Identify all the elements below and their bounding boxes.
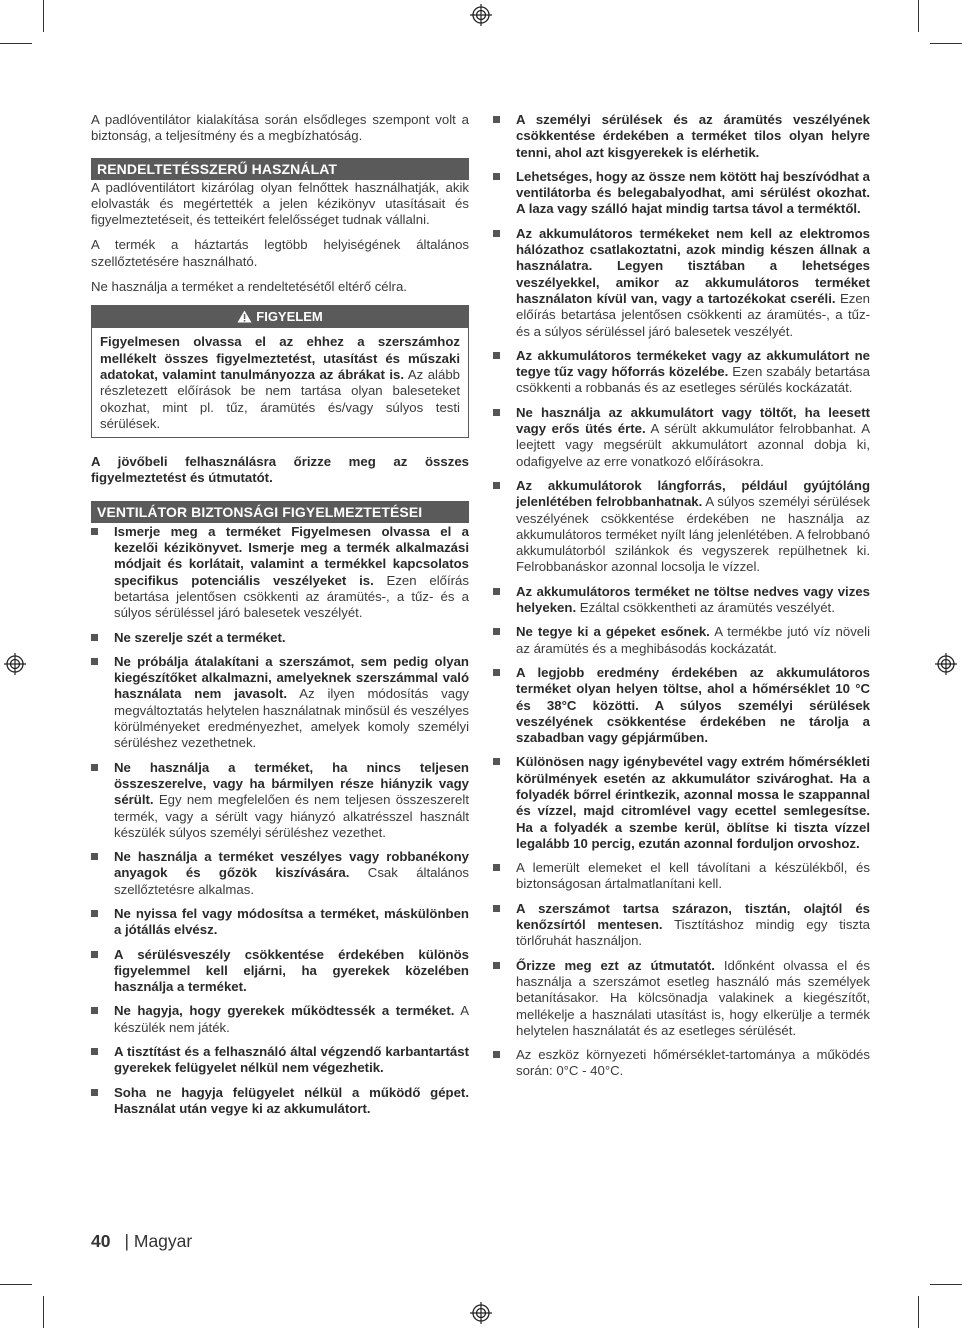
list-item: Ne nyissa fel vagy módosítsa a terméket, máskülönben a jótállás elvész.	[91, 906, 469, 939]
list-item: Különösen nagy igénybevétel vagy extrém hőmérsékleti körülmények esetén az akkumulátor szivároghat. Ha a folyadék bőrrel érintkezik, azonnal mossa le szappannal és vízzel, majd citromlével vagy ecettel semlegesítse. Ha a folyadék a szembe kerül, öblítse ki tiszta vízzel legalább 10 percig, ezután azonnal forduljon orvoshoz.	[493, 754, 870, 852]
footer-language: | Magyar	[124, 1231, 193, 1251]
keep-instructions	[91, 454, 469, 487]
list-item: Ne szerelje szét a terméket.	[91, 630, 469, 646]
keep-instructions-text: A jövőbeli felhasználásra őrizze meg az összes figyelmeztetést és útmutatót.	[91, 454, 469, 486]
registration-mark-icon	[4, 653, 26, 675]
right-column	[493, 112, 870, 1088]
crop-mark	[43, 1296, 44, 1328]
registration-mark-icon	[935, 653, 957, 675]
list-item: A sérülésveszély csökkentése érdekében különös figyelemmel kell eljárni, ha gyerekek közelében használja a terméket.	[91, 947, 469, 996]
crop-mark	[0, 1284, 32, 1285]
list-item: Ismerje meg a terméket Figyelmesen olvassa el a kezelői kézikönyvet. Ismerje meg a termék alkalmazási módjait és korlátait, valamint a termékkel kapcsolatos specifikus potenciális veszélyeket is. Ezen előírás betartása jelentősen csökkenti az áramütés-, a tűz- és a súlyos sérüléssel járó balesetek veszélyét.	[91, 524, 469, 622]
list-item: A tisztítást és a felhasználó által végzendő karbantartást gyerekek felügyelet nélkül nem végezhetik.	[91, 1044, 469, 1077]
intended-use-paragraph: A termék a háztartás legtöbb helyiségének általános szellőztetésére használható.	[91, 237, 469, 269]
list-item: Soha ne hagyja felügyelet nélkül a működő gépet. Használat után vegye ki az akkumulátort.	[91, 1085, 469, 1118]
list-item: Lehetséges, hogy az össze nem kötött haj beszívódhat a ventilátorba és belegabalyodhat, ami sérülést okozhat. A laza vagy szálló hajat mindig tartsa távol a terméktől.	[493, 169, 870, 218]
list-item: Ne próbálja átalakítani a szerszámot, sem pedig olyan kiegészítőket alkalmazni, amelyeknek szerszámmal való használata nem javasolt. Az ilyen módosítás vagy megváltoztatás helytelen használatnak minősül és veszélyes körülményeket eredményezhet, amelyek komoly személyi sérüléshez vezethetnek.	[91, 654, 469, 752]
warning-bold-text: Figyelmesen olvassa el az ehhez a szerszámhoz mellékelt összes figyelmeztetést, utasítást és műszaki adatokat, valamint tanulmányozza az ábrákat is.	[100, 334, 460, 382]
page-number: 40	[91, 1231, 111, 1251]
warning-box	[91, 305, 469, 438]
list-item: A lemerült elemeket el kell távolítani a készülékből, és biztonságosan ártalmatlanítani kell.	[493, 860, 870, 893]
list-item: Ne használja az akkumulátort vagy töltőt, ha leesett vagy erős ütés érte. A sérült akkumulátor felrobbanhat. A leejtett vagy megsérült akkumulátort azonnal dobja ki, odafigyelve az erre vonatkozó előírásokra.	[493, 405, 870, 470]
list-item: A legjobb eredmény érdekében az akkumulátoros terméket olyan helyen töltse, ahol a hőmérséklet 10 °C és 38°C közötti. A súlyos személyi sérülések veszélyének csökkentése érdekében ne tárolja a szabadban vagy gépjárműben.	[493, 665, 870, 746]
registration-mark-icon	[470, 4, 492, 26]
warning-body	[92, 328, 468, 437]
warning-triangle-icon	[237, 310, 252, 323]
list-item: Őrizze meg ezt az útmutatót. Időnként olvassa el és használja a szerszámot esetleg használó más személyek betanításakor. Ha kölcsönadja valakinek a kiegészítőt, mellékelje a használati utasítást is, hogy elkerülje a termék helytelen használatát és az esetleges sérülését.	[493, 958, 870, 1039]
list-item: Az akkumulátoros termékeket vagy az akkumulátort ne tegye tűz vagy hőforrás közelébe. Ezen szabály betartása csökkenti a robbanás és az esetleges sérülés kockázatát.	[493, 348, 870, 397]
warning-title: FIGYELEM	[256, 309, 323, 325]
section-heading-fan-safety: VENTILÁTOR BIZTONSÁGI FIGYELMEZTETÉSEI	[91, 501, 469, 523]
list-item: Ne hagyja, hogy gyerekek működtessék a terméket. A készülék nem játék.	[91, 1003, 469, 1036]
intro-paragraph: A padlóventilátor kialakítása során elsődleges szempont volt a biztonság, a teljesítmény és a megbízhatóság.	[91, 112, 469, 144]
right-warning-list	[493, 112, 870, 1080]
list-item: Ne tegye ki a gépeket esőnek. A termékbe jutó víz növeli az áramütés és a meghibásodás kockázatát.	[493, 624, 870, 657]
page-footer	[91, 1231, 192, 1252]
crop-mark	[930, 1284, 962, 1285]
list-item: Az akkumulátoros terméket ne töltse nedves vagy vizes helyeken. Ezáltal csökkentheti az áramütés veszélyét.	[493, 584, 870, 617]
list-item: Az eszköz környezeti hőmérséklet-tartománya a működés során: 0°C - 40°C.	[493, 1047, 870, 1080]
list-item: A személyi sérülések és az áramütés veszélyének csökkentése érdekében a terméket tilos olyan helyre tenni, ahol azt kisgyerekek is elérhetik.	[493, 112, 870, 161]
crop-mark	[918, 1296, 919, 1328]
left-warning-list	[91, 524, 469, 1118]
list-item: Ne használja a terméket, ha nincs teljesen összeszerelve, vagy ha bármilyen része hiányzik vagy sérült. Egy nem megfelelően és nem teljesen összeszerelt termék, vagy a sérült vagy hiányzó alkatrésszel használt készülék súlyos személyi sérüléshez vezethet.	[91, 760, 469, 841]
warning-header	[92, 306, 468, 328]
intended-use-paragraph: Ne használja a terméket a rendeltetésétől eltérő célra.	[91, 279, 407, 295]
section-heading-intended-use: RENDELTETÉSSZERŰ HASZNÁLAT	[91, 158, 469, 180]
warning-text: Az alább részletezett előírások be nem tartása olyan baleseteket okozhat, mint pl. tűz, áramütés és/vagy súlyos testi sérülések.	[100, 366, 460, 431]
list-item: Ne használja a terméket veszélyes vagy robbanékony anyagok és gőzök kiszívására. Csak általános szellőztetésre alkalmas.	[91, 849, 469, 898]
crop-mark	[0, 43, 32, 44]
list-item: A szerszámot tartsa szárazon, tisztán, olajtól és kenőzsírtól mentesen. Tisztításhoz mindig egy tiszta törlőruhát használjon.	[493, 901, 870, 950]
list-item: Az akkumulátoros termékeket nem kell az elektromos hálózathoz csatlakoztatni, azok mindig készen állnak a használatra. Legyen tisztában a lehetséges veszélyekkel, amikor az akkumulátoros terméket használaton kívül van, vagy a tartozékokat cseréli. Ezen előírás betartása jelentősen csökkenti az áramütés-, a tűz- és a súlyos sérüléssel járó balesetek veszélyét.	[493, 226, 870, 340]
crop-mark	[930, 43, 962, 44]
registration-mark-icon	[470, 1302, 492, 1324]
left-column	[91, 112, 469, 1125]
crop-mark	[43, 0, 44, 32]
intended-use-paragraph: A padlóventilátort kizárólag olyan felnőttek használhatják, akik elolvasták és megértették a jelen kézikönyv utasításait és figyelmeztetéseit, és tetteikért felelősséget tudnak vállalni.	[91, 179, 469, 228]
crop-mark	[918, 0, 919, 32]
list-item: Az akkumulátorok lángforrás, például gyújtóláng jelenlétében felrobbanhatnak. A súlyos személyi sérülések veszélyének csökkentése érdekében ne használja az akkumulátoros terméket nyílt láng jelenlétében. A felrobbanó akkumulátorból szilánkok és vegyszerek repülhetnek ki. Felrobbanáskor azonnal locsolja le vízzel.	[493, 478, 870, 576]
